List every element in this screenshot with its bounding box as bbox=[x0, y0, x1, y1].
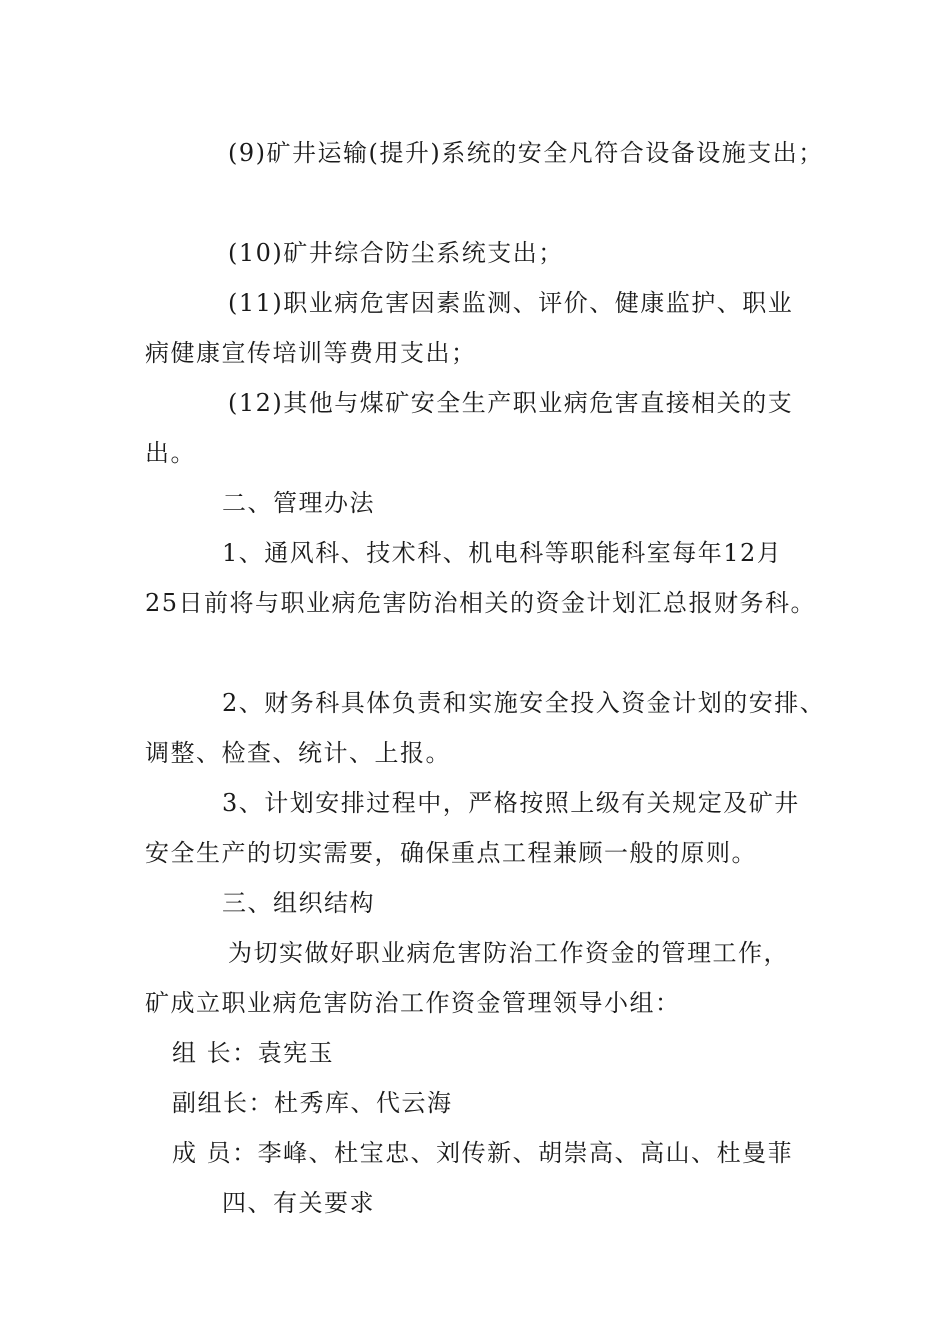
deputy-team-leader: 副组长：杜秀库、代云海 bbox=[172, 1089, 453, 1117]
paragraph-item-12-line-1: (12)其他与煤矿安全生产职业病危害直接相关的支 bbox=[228, 389, 794, 417]
section-heading-management: 二、管理办法 bbox=[222, 489, 375, 517]
organization-intro-line-2: 矿成立职业病危害防治工作资金管理领导小组： bbox=[145, 989, 681, 1017]
section-heading-requirements: 四、有关要求 bbox=[222, 1189, 375, 1217]
management-point-1-line-2: 25日前将与职业病危害防治相关的资金计划汇总报财务科。 bbox=[145, 589, 817, 617]
management-point-2-line-1: 2、财务科具体负责和实施安全投入资金计划的安排、 bbox=[222, 689, 826, 717]
section-heading-organization: 三、组织结构 bbox=[222, 889, 375, 917]
management-point-2-line-2: 调整、检查、统计、上报。 bbox=[145, 739, 451, 767]
management-point-1-line-1: 1、通风科、技术科、机电科等职能科室每年12月 bbox=[222, 539, 783, 567]
paragraph-item-10: (10)矿井综合防尘系统支出； bbox=[228, 239, 564, 267]
paragraph-item-9: (9)矿井运输(提升)系统的安全凡符合设备设施支出； bbox=[228, 139, 824, 167]
paragraph-item-12-line-2: 出。 bbox=[145, 439, 196, 467]
paragraph-item-11-line-2: 病健康宣传培训等费用支出； bbox=[145, 339, 477, 367]
team-leader: 组 长：袁宪玉 bbox=[172, 1039, 335, 1067]
organization-intro-line-1: 为切实做好职业病危害防治工作资金的管理工作， bbox=[228, 939, 789, 967]
paragraph-item-11-line-1: (11)职业病危害因素监测、评价、健康监护、职业 bbox=[228, 289, 794, 317]
management-point-3-line-2: 安全生产的切实需要，确保重点工程兼顾一般的原则。 bbox=[145, 839, 757, 867]
team-members: 成 员：李峰、杜宝忠、刘传新、胡崇高、高山、杜曼菲 bbox=[172, 1139, 794, 1167]
management-point-3-line-1: 3、计划安排过程中，严格按照上级有关规定及矿井 bbox=[222, 789, 800, 817]
